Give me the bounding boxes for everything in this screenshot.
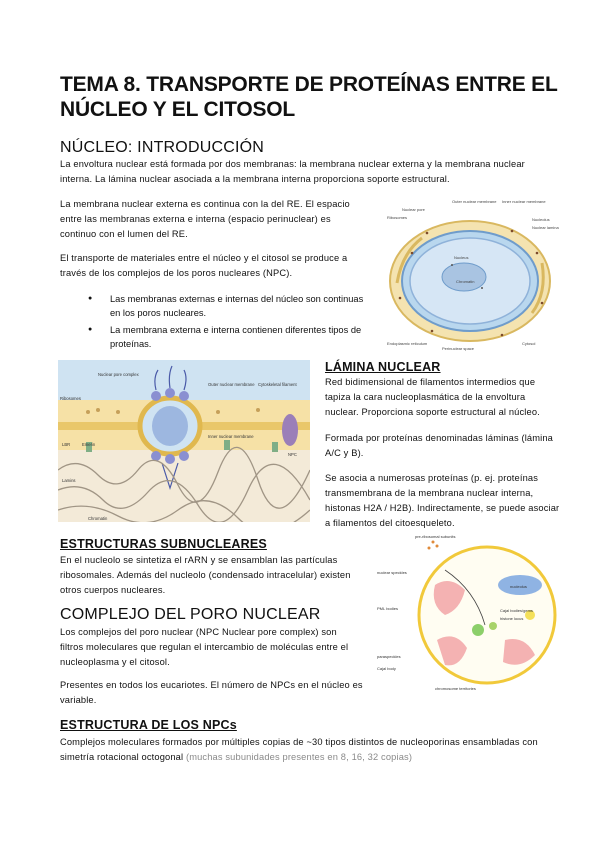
poro-paragraph-1: Los complejos del poro nuclear (NPC Nuclear pore complex) son filtros moleculares que regulan el intercambio de moléculas entre el nucleoplasma y el citosol. <box>60 627 349 667</box>
fig1-label: Nucleolus <box>532 217 550 222</box>
fig1-label: Nuclear lamina <box>532 225 559 230</box>
subnuclear-structures-figure <box>375 530 565 695</box>
lamina-paragraph-2: Formada por proteínas denominadas láminas (lámina A/C y B). <box>325 433 554 458</box>
fig1-label: Cytosol <box>522 341 536 346</box>
nucleo-paragraph-2: La membrana nuclear externa es continua con la del RE. El espacio entre las membranas externa e interna (espacio perinuclear) es continuo con el lumen del RE. <box>60 199 350 239</box>
fig3-label: paraspeckles <box>377 654 401 659</box>
nucleus-figure <box>382 193 562 353</box>
fig1-label: Chromatin <box>456 279 475 284</box>
fig1-label: Endoplasmic reticulum <box>387 341 428 346</box>
fig3-label: nucleolus <box>510 584 527 589</box>
nucleo-paragraph-1: La envoltura nuclear está formada por dos membranas: la membrana nuclear externa y la membrana nuclear interna. La lámina nuclear asociada a la membrana interna proporciona soporte estructural. <box>60 159 525 184</box>
lamina-paragraph-1: Red bidimensional de filamentos intermedios que tapiza la cara nucleoplasmática de la envoltura nuclear. Proporciona soporte estructural al núcleo. <box>325 377 540 417</box>
section-heading-npcs: ESTRUCTURA DE LOS NPCs <box>60 718 237 732</box>
nuclear-lamina-figure <box>58 360 310 522</box>
fig3-label: nuclear speckles <box>377 570 407 575</box>
page-title: TEMA 8. TRANSPORTE DE PROTEÍNAS ENTRE EL NÚCLEO Y EL CITOSOL <box>60 73 558 121</box>
fig2-label: Cytoskeletal filament <box>258 382 297 387</box>
fig1-label: Inner nuclear membrane <box>502 199 546 204</box>
fig1-label: Ribosomes <box>387 215 408 220</box>
fig2-label: Inner nuclear membrane <box>208 434 254 439</box>
section-heading-lamina: LÁMINA NUCLEAR <box>325 360 441 374</box>
fig1-label: Nucleus <box>454 255 469 260</box>
npcs-text: Complejos moleculares formados por múltiples copias de ~30 tipos distintos de nucleoporinas ensambladas con simetría rotacional octogonal <box>60 737 538 762</box>
npcs-note: (muchas subunidades presentes en 8, 16, 32 copias) <box>185 752 413 762</box>
fig2-label: Lamins <box>62 478 76 483</box>
lamina-paragraph-3: Se asocia a numerosas proteínas (p. ej. proteínas transmembrana de la membrana nuclear interna, histonas H2A / H2B). Indirectamente, se puede asociar a filamentos del citoesqueleto. <box>325 473 560 528</box>
fig2-label: NPC <box>288 452 297 457</box>
fig1-label: Nuclear pore <box>402 207 425 212</box>
section-heading-nucleo: NÚCLEO: INTRODUCCIÓN <box>60 139 265 156</box>
fig2-label: LBR <box>62 442 71 447</box>
nucleo-bullet-list <box>88 292 368 354</box>
fig2-label: Chromatin <box>88 516 108 521</box>
fig2-label: Outer nuclear membrane <box>208 382 255 387</box>
fig1-label: Outer nuclear membrane <box>452 199 497 204</box>
fig2-label: Nuclear pore complex <box>98 372 139 377</box>
fig3-label: Cajal body <box>377 666 396 671</box>
bullet-item: ● La membrana externa e interna contienen diferentes tipos de proteínas. <box>88 323 368 351</box>
fig3-label: Cajal bodies/gems <box>500 608 533 613</box>
npcs-paragraph <box>60 735 560 765</box>
fig3-label: histone locus <box>500 616 524 621</box>
bullet-item: ● Las membranas externas e internas del núcleo son continuas en los poros nucleares. <box>88 292 368 320</box>
subnucleares-paragraph: En el nucleolo se sintetiza el rARN y se ensamblan las partículas ribosomales. Además del nucleolo (condensado intracelular) existen otros cuerpos nucleares. <box>60 555 351 595</box>
fig2-label: Ribosomes <box>60 396 81 401</box>
section-heading-poro: COMPLEJO DEL PORO NUCLEAR <box>60 606 321 623</box>
fig1-label: Perinuclear space <box>442 346 475 351</box>
fig2-label: Emerin <box>82 442 96 447</box>
poro-paragraph-2: Presentes en todos los eucariotes. El número de NPCs en el núcleo es variable. <box>60 680 363 705</box>
fig3-label: PML bodies <box>377 606 398 611</box>
section-heading-subnucleares: ESTRUCTURAS SUBNUCLEARES <box>60 537 267 551</box>
nucleo-paragraph-3: El transporte de materiales entre el núcleo y el citosol se produce a través de los complejos de los poros nucleares (NPC). <box>60 253 348 278</box>
fig3-label: chromosome territories <box>435 686 476 691</box>
fig3-label: pre-ribosomal subunits <box>415 534 456 539</box>
